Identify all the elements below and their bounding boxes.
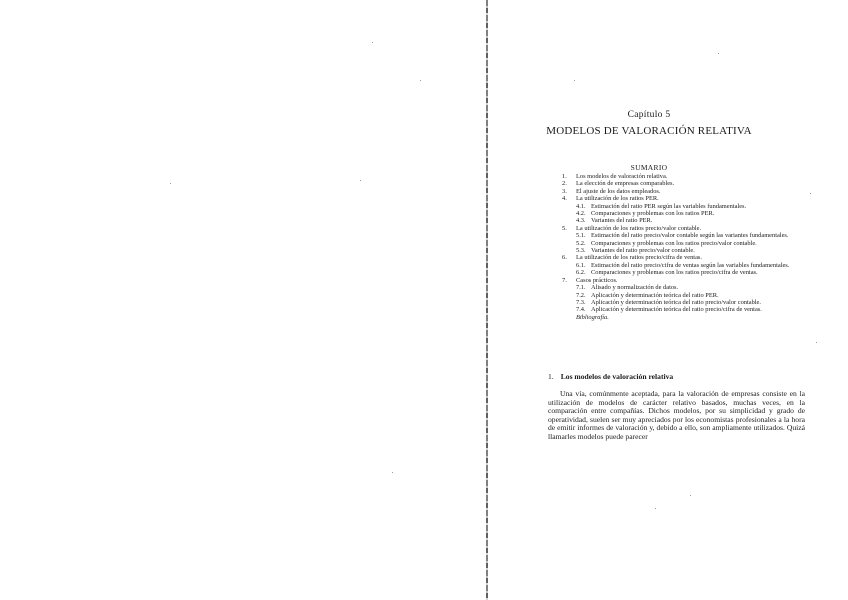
summary-item-text: Estimación del ratio precio/cifra de ventas según las variables fundamentales.: [591, 261, 790, 269]
summary-item-text: Alisado y normalización de datos.: [591, 284, 679, 292]
summary-subitem: [562, 306, 802, 313]
summary-item-text: La utilización de los ratios PER.: [576, 195, 659, 203]
scan-speck: [420, 80, 421, 81]
summary-item-number: 4.3.: [576, 217, 586, 225]
summary-subitem: [562, 203, 802, 210]
summary-item: [562, 277, 802, 284]
section-heading: [548, 372, 808, 381]
summary-item-number: 3.: [562, 187, 567, 195]
summary-item-text: Casos prácticos.: [576, 276, 618, 284]
summary-subitem: [562, 217, 802, 224]
scan-speck: [718, 53, 719, 54]
summary-item-number: 4.1.: [576, 202, 586, 210]
summary-item-text: Estimación del ratio precio/valor contable según las variantes fundamentales.: [591, 232, 789, 240]
summary-item: [562, 225, 802, 232]
body-paragraph: Una vía, comúnmente aceptada, para la valoración de empresas consiste en la utilización de modelos de carácter relativo basados, muchas veces, en la comparación entre compañías. Dichos modelos, por su simplicidad y grado de operatividad, suelen ser muy apreciados por los economistas profesionales a la hora de emitir informes de valoración y, debido a ello, son ampliamente utilizados. Quizá llamarles modelos puede parecer: [548, 389, 805, 441]
summary-item-number: 2.: [562, 180, 567, 188]
summary-list: [562, 173, 802, 321]
summary-item-number: 4.: [562, 195, 567, 203]
scan-speck: [574, 80, 575, 81]
summary-heading: SUMARIO: [630, 163, 668, 172]
chapter-label: Capítulo 5: [627, 110, 671, 120]
summary-item-text: Comparaciones y problemas con los ratios precio/valor contable.: [591, 239, 757, 247]
summary-item-text: Comparaciones y problemas con los ratios precio/cifra de ventas.: [591, 269, 758, 277]
summary-item-text: Aplicación y determinación teórica del ratio precio/cifra de ventas.: [591, 306, 762, 314]
summary-item-text: Estimación del ratio PER según las variables fundamentales.: [591, 202, 747, 210]
summary-item-number: 6.: [562, 254, 567, 262]
summary-item-number: 4.2.: [576, 210, 586, 218]
summary-item-text: La utilización de los ratios precio/cifra de ventas.: [576, 254, 702, 262]
summary-item-number: 7.2.: [576, 291, 586, 299]
summary-item: [562, 254, 802, 261]
book-binding-gutter: [486, 0, 488, 600]
summary-item-number: 5.: [562, 224, 567, 232]
summary-item: [562, 180, 802, 187]
summary-item-text: La utilización de los ratios precio/valor contable.: [576, 224, 702, 232]
section-title: Los modelos de valoración relativa: [560, 372, 674, 381]
summary-item-number: 7.3.: [576, 298, 586, 306]
summary-bibliography: [562, 314, 802, 321]
summary-item-number: 5.2.: [576, 239, 586, 247]
summary-subitem: [562, 240, 802, 247]
summary-item-number: 6.2.: [576, 269, 586, 277]
summary-item-number: 7.: [562, 276, 567, 284]
summary-subitem: [562, 210, 802, 217]
scan-speck: [690, 495, 691, 496]
summary-subitem: [562, 232, 802, 239]
scan-speck: [360, 180, 361, 181]
summary-item-text: Bibliografía.: [576, 313, 609, 321]
summary-item-number: 5.1.: [576, 232, 586, 240]
summary-item-text: Aplicación y determinación teórica del ratio PER.: [591, 291, 719, 299]
summary-subitem: [562, 247, 802, 254]
summary-item-number: 5.3.: [576, 247, 586, 255]
summary-subitem: [562, 269, 802, 276]
summary-item-number: 1.: [562, 173, 567, 180]
section-number: 1.: [548, 372, 554, 381]
scan-speck: [392, 472, 393, 473]
summary-item-text: Variantes del ratio PER.: [591, 217, 653, 225]
scan-speck: [372, 42, 373, 43]
summary-item-text: Los modelos de valoración relativa.: [576, 173, 668, 180]
summary-item-number: 7.1.: [576, 284, 586, 292]
chapter-title: MODELOS DE VALORACIÓN RELATIVA: [546, 125, 752, 137]
summary-subitem: [562, 284, 802, 291]
summary-subitem: [562, 299, 802, 306]
summary-item-text: El ajuste de los datos empleados.: [576, 187, 661, 195]
summary-item: [562, 188, 802, 195]
summary-item-number: 7.4.: [576, 306, 586, 314]
summary-item-text: La elección de empresas comparables.: [576, 180, 675, 188]
scan-speck: [810, 193, 811, 194]
scan-speck: [816, 342, 817, 343]
scan-speck: [170, 183, 171, 184]
scan-speck: [655, 508, 656, 509]
summary-item-number: 6.1.: [576, 261, 586, 269]
summary-item: [562, 173, 802, 180]
summary-subitem: [562, 262, 802, 269]
summary-subitem: [562, 292, 802, 299]
summary-item-text: Variantes del ratio precio/valor contable.: [591, 247, 695, 255]
summary-item: [562, 195, 802, 202]
summary-item-text: Aplicación y determinación teórica del ratio precio/valor contable.: [591, 298, 761, 306]
summary-item-text: Comparaciones y problemas con los ratios PER.: [591, 210, 715, 218]
